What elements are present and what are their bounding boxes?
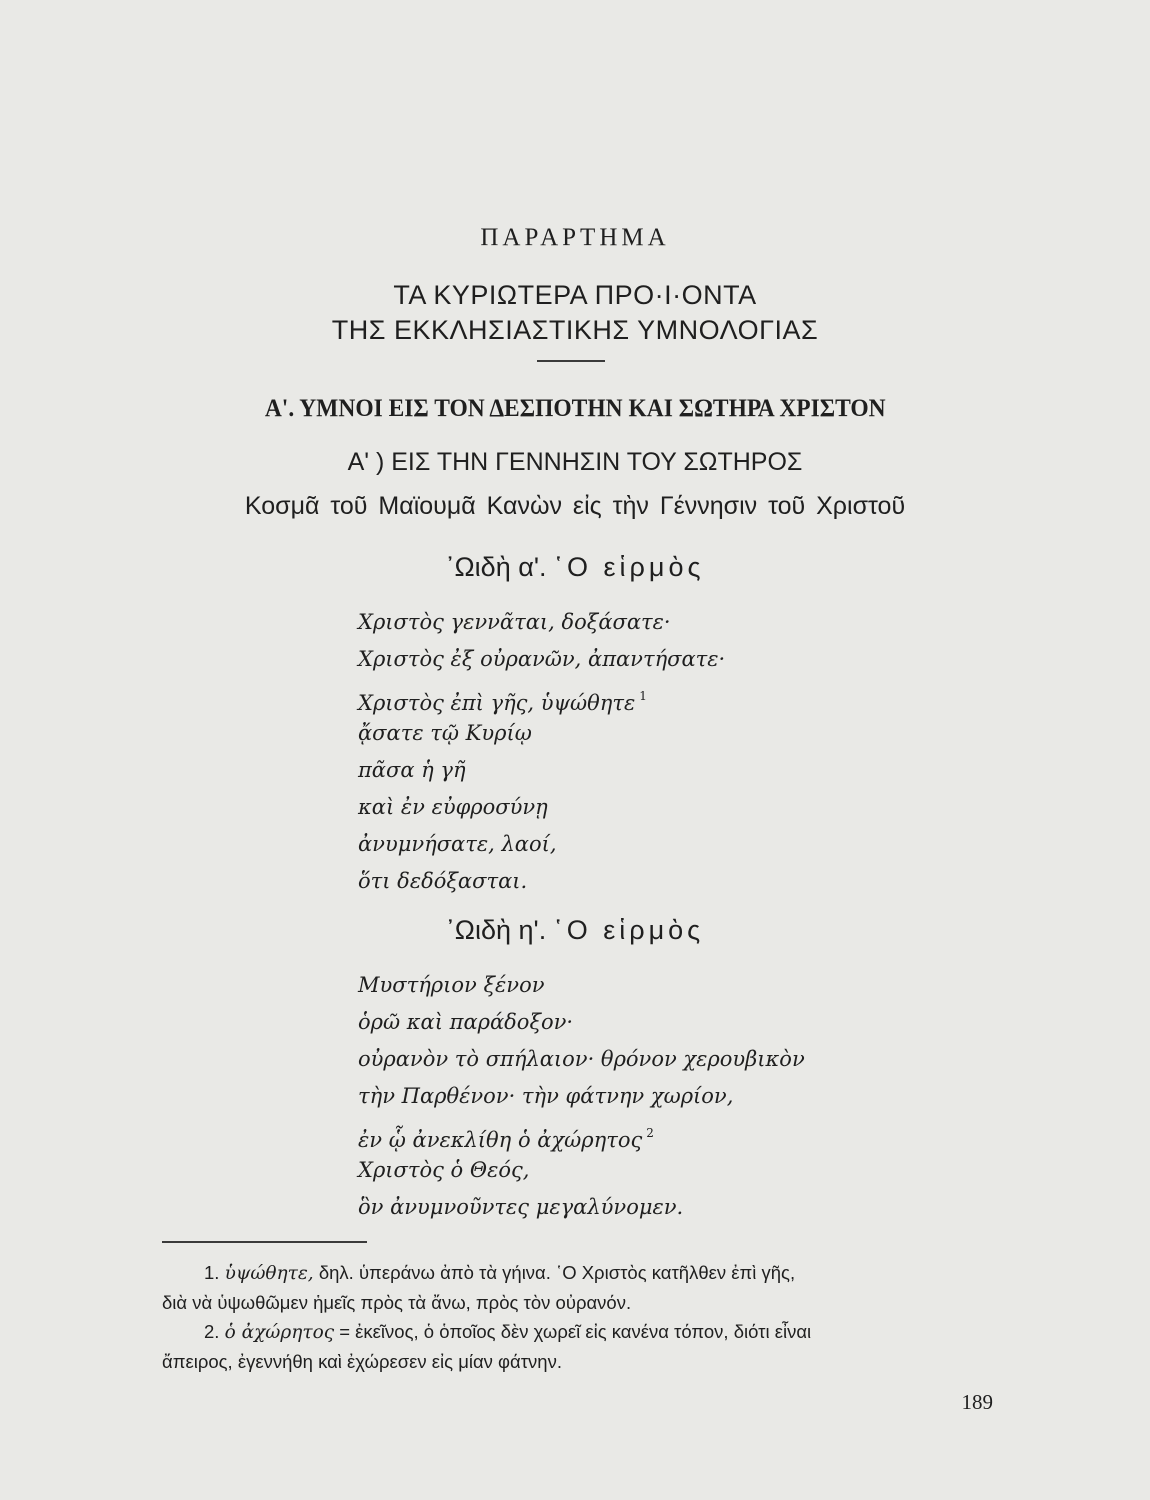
ode-8-verse — [358, 967, 805, 1226]
ode-1-label: ᾿Ωιδὴ α'. — [445, 552, 547, 582]
verse-line: Μυστήριον ξένον — [358, 973, 545, 997]
footnote-1-line-1 — [162, 1258, 992, 1288]
footnote-2-line-1 — [162, 1317, 992, 1347]
footnote-1-text: δηλ. ὑπεράνω ἀπὸ τὰ γήινα. ῾Ο Χριστὸς κατῆλθεν ἐπὶ γῆς, — [318, 1262, 796, 1283]
appendix-label: ΠΑΡΑΡΤΗΜΑ — [480, 224, 670, 251]
verse-line: ὁρῶ καὶ παράδοξον· — [358, 1010, 574, 1034]
verse-line: οὐρανὸν τὸ σπήλαιον· θρόνον χερουβικὸν — [358, 1047, 805, 1071]
section-heading-text: Α'. ΥΜΝΟΙ ΕΙΣ ΤΟΝ ΔΕΣΠΟΤΗΝ ΚΑΙ ΣΩΤΗΡΑ ΧΡΙΣΤΟΝ — [264, 395, 886, 422]
footnote-1-number: 1. — [204, 1262, 220, 1283]
title-line-2: ΤΗΣ ΕΚΚΛΗΣΙΑΣΤΙΚΗΣ ΥΜΝΟΛΟΓΙΑΣ — [331, 315, 819, 345]
verse-line — [358, 1115, 805, 1152]
ode-1-heirmos: ῾Ο εἱρμὸς — [554, 552, 705, 582]
verse-line: πᾶσα ἡ γῆ — [358, 758, 466, 782]
ode-1-verse — [358, 604, 725, 900]
title-divider — [537, 360, 605, 362]
footnote-divider — [162, 1241, 367, 1243]
footnote-ref-1: 1 — [639, 689, 647, 703]
verse-line: Χριστὸς γεννᾶται, δοξάσατε· — [358, 610, 671, 634]
footnote-1 — [162, 1258, 992, 1317]
verse-line: ὃν ἀνυμνοῦντες μεγαλύνομεν. — [358, 1195, 684, 1219]
subsection-heading: Α' ) ΕΙΣ ΤΗΝ ΓΕΝΝΗΣΙΝ ΤΟΥ ΣΩΤΗΡΟΣ — [347, 448, 803, 476]
verse-line-text: Χριστὸς ἐπὶ γῆς, ὑψώθητε — [358, 691, 636, 715]
verse-line-text: ἐν ᾧ ἀνεκλίθη ὁ ἀχώρητος — [358, 1128, 643, 1152]
ode-8-heading — [0, 915, 1150, 946]
verse-line: ἀνυμνήσατε, λαοί, — [358, 832, 557, 856]
verse-line: τὴν Παρθένον· τὴν φάτνην χωρίον, — [358, 1084, 734, 1108]
title-line-1: ΤΑ ΚΥΡΙΩΤΕΡΑ ΠΡΟ·Ι·ΟΝΤΑ — [393, 280, 757, 310]
verse-line — [358, 678, 725, 715]
ode-8-label: ᾿Ωιδὴ η'. — [445, 915, 547, 945]
footnote-2-line-2: ἄπειρος, ἐγεννήθη καὶ ἐχώρεσεν εἰς μίαν φάτνην. — [162, 1351, 562, 1372]
footnote-2-text: = ἐκεῖνος, ὁ ὁποῖος δὲν χωρεῖ εἰς κανένα τόπον, διότι εἶναι — [339, 1321, 812, 1342]
ode-8-heirmos: ῾Ο εἱρμὸς — [553, 915, 705, 945]
page-number: 189 — [961, 1390, 993, 1414]
footnote-1-term: ὑψώθητε, — [224, 1263, 314, 1284]
footnote-1-line-2: διὰ νὰ ὑψωθῶμεν ἡμεῖς πρὸς τὰ ἄνω, πρὸς τὸν οὐρανόν. — [162, 1292, 632, 1313]
verse-line: ὅτι δεδόξασται. — [358, 869, 528, 893]
footnote-2 — [162, 1317, 992, 1376]
footnote-ref-2: 2 — [646, 1126, 654, 1140]
canon-title: Κοσμᾶ τοῦ Μαϊουμᾶ Κανὼν εἰς τὴν Γέννησιν τοῦ Χριστοῦ — [244, 492, 906, 520]
section-heading — [0, 395, 1150, 423]
verse-line: καὶ ἐν εὐφροσύνῃ — [358, 795, 548, 819]
footnote-2-number: 2. — [204, 1321, 220, 1342]
verse-line: Χριστὸς ἐξ οὐρανῶν, ἀπαντήσατε· — [358, 647, 726, 671]
ode-1-heading — [0, 552, 1150, 583]
verse-line: ᾄσατε τῷ Κυρίῳ — [358, 721, 532, 745]
verse-line: Χριστὸς ὁ Θεός, — [358, 1158, 530, 1182]
footnote-2-term: ὁ ἀχώρητος — [224, 1322, 335, 1343]
